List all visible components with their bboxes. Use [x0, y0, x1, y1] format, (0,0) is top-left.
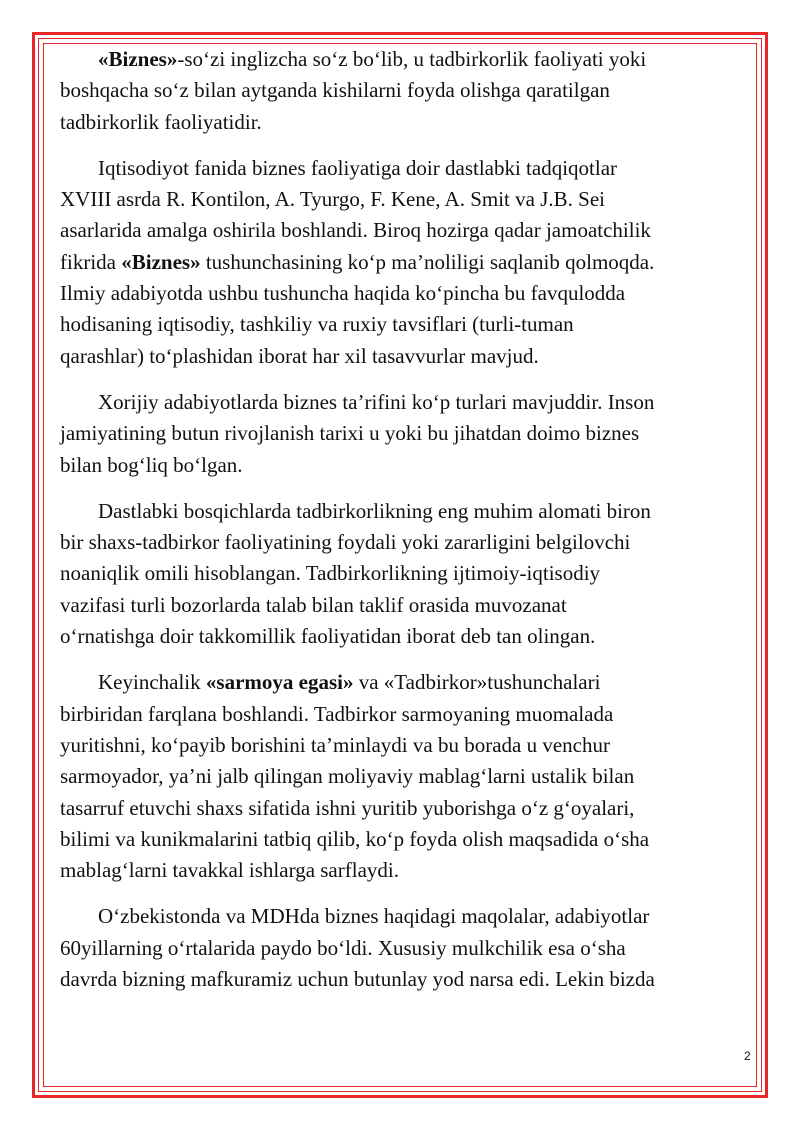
- text-run: davrda bizning mafkuramiz uchun butunlay yod narsa edi. Lekin bizda: [60, 967, 655, 992]
- text-line: [60, 933, 750, 964]
- text-line: [60, 855, 750, 886]
- text-run: -so‘zi inglizcha so‘z bo‘lib, u tadbirkorlik faoliyati yoki: [177, 47, 647, 71]
- text-run: boshqacha so‘z bilan aytganda kishilarni foyda olishga qaratilgan: [60, 78, 610, 103]
- text-line: [60, 184, 750, 215]
- text-line: [60, 341, 750, 372]
- text-run: Xorijiy adabiyotlarda biznes ta’rifini ko‘p turlari mavjuddir. Inson: [98, 389, 655, 414]
- text-line: [60, 730, 750, 761]
- text-run: sarmoyador, ya’ni jalb qilingan moliyaviy mablag‘larni ustalik bilan: [60, 764, 635, 789]
- text-run: tadbirkorlik faoliyatidir.: [60, 109, 262, 134]
- text-run: 60yillarning o‘rtalarida paydo bo‘ldi. Xususiy mulkchilik esa o‘sha: [60, 935, 626, 960]
- text-run: XVIII asrda R. Kontilon, A. Tyurgo, F. Kene, A. Smit va J.B. Sei: [60, 187, 605, 212]
- text-line: [60, 558, 750, 589]
- page-number: 2: [744, 1049, 751, 1063]
- text-run: bilimi va kunikmalarini tatbiq qilib, ko‘p foyda olish maqsadida o‘sha: [60, 826, 650, 851]
- text-line: [60, 418, 750, 449]
- text-line: [60, 496, 750, 527]
- text-run: noaniqlik omili hisoblangan. Tadbirkorlikning ijtimoiy-iqtisodiy: [60, 561, 601, 586]
- text-run: hodisaning iqtisodiy, tashkiliy va ruxiy tavsiflari (turli-tuman: [60, 312, 574, 337]
- paragraph: [60, 153, 750, 372]
- text-run: yuritishni, ko‘payib borishini ta’minlaydi va bu borada u venchur: [60, 732, 610, 757]
- text-run: tushunchasining ko‘p ma’noliligi saqlanib qolmoqda.: [200, 249, 655, 274]
- paragraph: [60, 901, 750, 995]
- bold-term: «Biznes»: [98, 47, 178, 71]
- text-line: [60, 901, 750, 932]
- text-run: jamiyatining butun rivojlanish tarixi u yoki bu jihatdan doimo biznes: [60, 421, 640, 446]
- text-run: asarlarida amalga oshirila boshlandi. Biroq hozirga qadar jamoatchilik: [60, 218, 651, 243]
- text-line: [60, 247, 750, 278]
- text-run: O‘zbekistonda va MDHda biznes haqidagi maqolalar, adabiyotlar: [98, 904, 650, 929]
- text-line: [60, 387, 750, 418]
- text-run: tasarruf etuvchi shaxs sifatida ishni yuritib yuborishga o‘z g‘oyalari,: [60, 795, 635, 820]
- text-run: vazifasi turli bozorlarda talab bilan taklif orasida muvozanat: [60, 592, 567, 617]
- text-run: bir shaxs-tadbirkor faoliyatining foydali yoki zararligini belgilovchi: [60, 530, 631, 555]
- paragraph: [60, 387, 750, 481]
- paragraph: [60, 496, 750, 652]
- text-line: [60, 107, 750, 138]
- text-run: Keyinchalik: [98, 670, 206, 695]
- text-run: Dastlabki bosqichlarda tadbirkorlikning eng muhim alomati biron: [98, 498, 651, 523]
- text-run: bilan bog‘liq bo‘lgan.: [60, 452, 243, 477]
- text-run: va «Tadbirkor»tushunchalari: [353, 670, 601, 695]
- text-run: o‘rnatishga doir takkomillik faoliyatidan iborat deb tan olingan.: [60, 624, 596, 649]
- text-run: qarashlar) to‘plashidan iborat har xil tasavvurlar mavjud.: [60, 343, 539, 368]
- text-line: [60, 527, 750, 558]
- text-line: [60, 309, 750, 340]
- text-run: Iqtisodiyot fanida biznes faoliyatiga doir dastlabki tadqiqotlar: [98, 155, 618, 180]
- text-line: [60, 621, 750, 652]
- text-line: [60, 44, 750, 75]
- text-run: birbiridan farqlana boshlandi. Tadbirkor sarmoyaning muomalada: [60, 701, 614, 726]
- text-run: fikrida: [60, 249, 122, 274]
- text-run: Ilmiy adabiyotda ushbu tushuncha haqida ko‘pincha bu favqulodda: [60, 281, 626, 306]
- text-line: [60, 761, 750, 792]
- text-line: [60, 824, 750, 855]
- text-line: [60, 153, 750, 184]
- paragraph: [60, 44, 750, 138]
- bold-term: «Biznes»: [121, 249, 201, 274]
- text-line: [60, 450, 750, 481]
- text-line: [60, 793, 750, 824]
- text-line: [60, 667, 750, 698]
- paragraph: [60, 667, 750, 886]
- text-line: [60, 215, 750, 246]
- text-line: [60, 964, 750, 995]
- text-line: [60, 75, 750, 106]
- text-line: [60, 699, 750, 730]
- text-line: [60, 590, 750, 621]
- text-run: mablag‘larni tavakkal ishlarga sarflaydi.: [60, 858, 399, 883]
- text-line: [60, 278, 750, 309]
- document-body: [60, 44, 750, 1010]
- bold-term: «sarmoya egasi»: [205, 670, 354, 695]
